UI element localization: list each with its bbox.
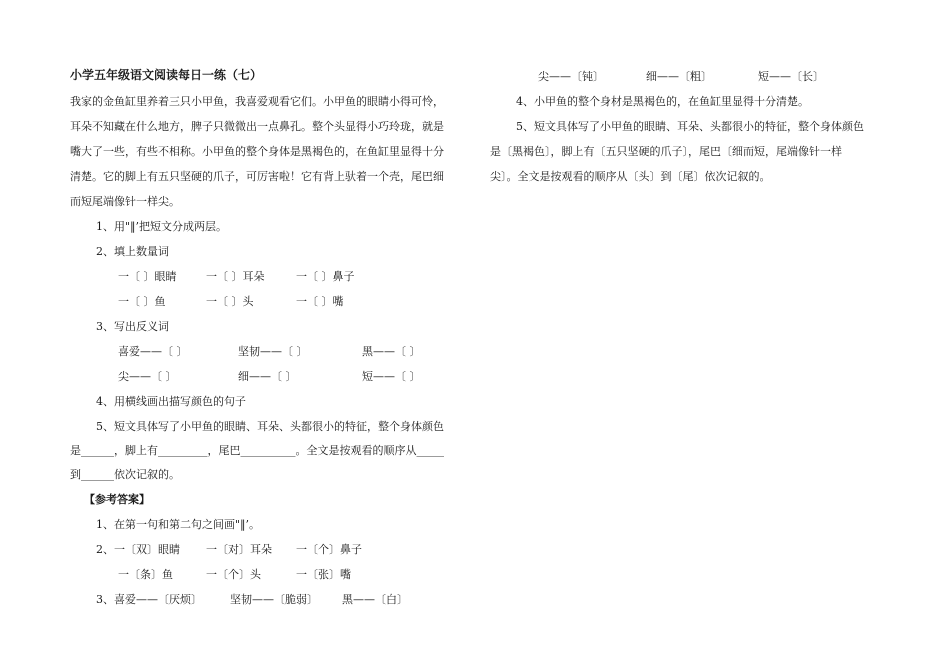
question-5-line-3: 到______依次记叙的。 xyxy=(70,468,180,481)
a3-item-tough: 坚韧——〔脆弱〕 xyxy=(230,593,318,606)
passage-line-2: 耳朵不知藏在什么地方，脾子只微微出一点鼻孔。整个头显得小巧玲珑，就是 xyxy=(70,120,444,133)
a2-item-ears: 一〔对〕耳朵 xyxy=(206,543,272,556)
passage-line-5: 而短尾端像针一样尖。 xyxy=(70,195,180,208)
a2-item-nose: 一〔个〕鼻子 xyxy=(296,543,362,556)
q2-item-mouth: 一〔 〕嘴 xyxy=(296,295,344,308)
passage-line-4: 清楚。它的脚上有五只坚硬的爪子，可厉害啦！它有背上驮着一个壳，尾巴细 xyxy=(70,170,444,183)
q2-item-nose: 一〔 〕鼻子 xyxy=(296,270,355,283)
a2-item-eyes: 2、一〔双〕眼睛 xyxy=(96,543,180,556)
answer-5-line-2: 是〔黑褐色〕，脚上有〔五只坚硬的爪子〕，尾巴〔细而短，尾端像针一样 xyxy=(490,145,842,158)
q3-item-sharp: 尖——〔 〕 xyxy=(118,370,177,383)
question-4: 4、用横线画出描写颜色的句子 xyxy=(96,395,246,408)
a3-item-like: 3、喜爱——〔厌烦〕 xyxy=(96,593,202,606)
a3-item-sharp: 尖——〔钝〕 xyxy=(538,70,604,83)
answers-heading: 【参考答案】 xyxy=(84,493,150,506)
q3-item-tough: 坚韧——〔 〕 xyxy=(238,345,308,358)
q2-item-fish: 一〔 〕鱼 xyxy=(118,295,166,308)
question-5-line-1: 5、短文具体写了小甲鱼的眼睛、耳朵、头都很小的特征，整个身体颜色 xyxy=(96,420,444,433)
q3-item-thin: 细——〔 〕 xyxy=(238,370,297,383)
question-5-line-2: 是______，脚上有_________，尾巴__________。全文是按观看的顺序从_____ xyxy=(70,444,444,457)
a2-item-mouth: 一〔张〕嘴 xyxy=(296,568,351,581)
answer-5-line-1: 5、短文具体写了小甲鱼的眼睛、耳朵、头都很小的特征，整个身体颜色 xyxy=(516,120,864,133)
q2-item-ears: 一〔 〕耳朵 xyxy=(206,270,265,283)
q2-item-head: 一〔 〕头 xyxy=(206,295,254,308)
a3-item-thin: 细——〔粗〕 xyxy=(646,70,712,83)
question-1: 1、用"‖’把短文分成两层。 xyxy=(96,220,228,233)
passage-line-1: 我家的金鱼缸里养着三只小甲鱼，我喜爱观看它们。小甲鱼的眼睛小得可怜， xyxy=(70,95,444,108)
page-title: 小学五年级语文阅读每日一练（七） xyxy=(70,68,263,82)
answer-4: 4、小甲鱼的整个身材是黑褐色的，在鱼缸里显得十分清楚。 xyxy=(516,95,809,108)
a2-item-head: 一〔个〕头 xyxy=(206,568,261,581)
q3-item-black: 黑——〔 〕 xyxy=(362,345,421,358)
a3-item-short: 短——〔长〕 xyxy=(758,70,824,83)
q2-item-eyes: 一〔 〕眼睛 xyxy=(118,270,177,283)
question-2-title: 2、填上数量词 xyxy=(96,245,169,258)
answer-5-line-3: 尖〕。全文是按观看的顺序从〔头〕到〔尾〕依次记叙的。 xyxy=(490,170,771,183)
q3-item-short: 短——〔 〕 xyxy=(362,370,421,383)
q3-item-like: 喜爱——〔 〕 xyxy=(118,345,188,358)
a2-item-fish: 一〔条〕鱼 xyxy=(118,568,173,581)
answer-1: 1、在第一句和第二句之间画"‖’。 xyxy=(96,518,261,531)
passage-line-3: 嘴大了一些，有些不相称。小甲鱼的整个身体是黑褐色的，在鱼缸里显得十分 xyxy=(70,145,444,158)
a3-item-black: 黑——〔白〕 xyxy=(342,593,408,606)
question-3-title: 3、写出反义词 xyxy=(96,320,169,333)
